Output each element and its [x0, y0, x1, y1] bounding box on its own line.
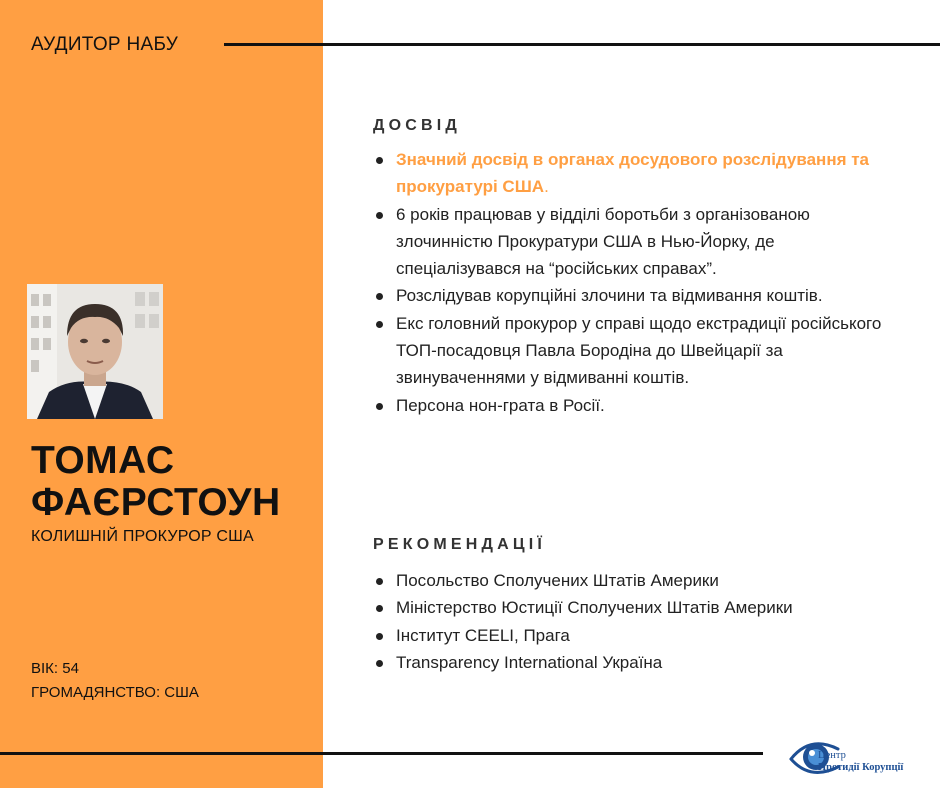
list-item: Інститут CEELI, Прага: [373, 622, 803, 649]
name-last: ФАЄРСТОУН: [31, 481, 281, 524]
highlight-text: Значний досвід в органах досудового розслідування та прокуратурі США: [396, 150, 870, 197]
anticorruption-logo-icon: [788, 733, 938, 783]
list-item: 6 років працював у відділі боротьби з організованою злочинністю Прокуратури США в Нью-Йорку, де спеціалізувався на “російських справах”.: [373, 201, 893, 283]
experience-heading: ДОСВІД: [373, 117, 461, 134]
name-first: ТОМАС: [31, 439, 175, 482]
recommendations-heading: РЕКОМЕНДАЦІЇ: [373, 536, 547, 553]
logo-text-line2: Протидії Корупції: [818, 762, 904, 773]
top-divider: [224, 43, 940, 46]
list-item: [373, 146, 893, 201]
bottom-divider: [0, 752, 763, 755]
list-item: Персона нон-грата в Росії.: [373, 392, 893, 419]
person-title: КОЛИШНІЙ ПРОКУРОР США: [31, 528, 254, 545]
list-item: Міністерство Юстиції Сполучених Штатів Америки: [373, 594, 803, 621]
portrait-image: [27, 284, 163, 419]
person-name: [31, 440, 281, 524]
logo-text-line1: Центр: [818, 750, 846, 761]
list-item: Transparency International Україна: [373, 649, 803, 676]
list-item: Екс головний прокурор у справі щодо екстрадиції російського ТОП-посадовця Павла Бородіна до Швейцарії за звинуваченнями у відмиванні коштів.: [373, 310, 893, 392]
header-label: АУДИТОР НАБУ: [31, 34, 179, 55]
experience-list: [373, 146, 893, 419]
portrait-photo: [27, 284, 163, 419]
highlight-tail: .: [544, 177, 549, 197]
citizenship-label: ГРОМАДЯНСТВО: США: [31, 684, 199, 701]
age-label: ВІК: 54: [31, 660, 79, 677]
recommendations-list: [373, 567, 803, 676]
list-item: Розслідував корупційні злочини та відмивання коштів.: [373, 282, 893, 309]
list-item: Посольство Сполучених Штатів Америки: [373, 567, 803, 594]
